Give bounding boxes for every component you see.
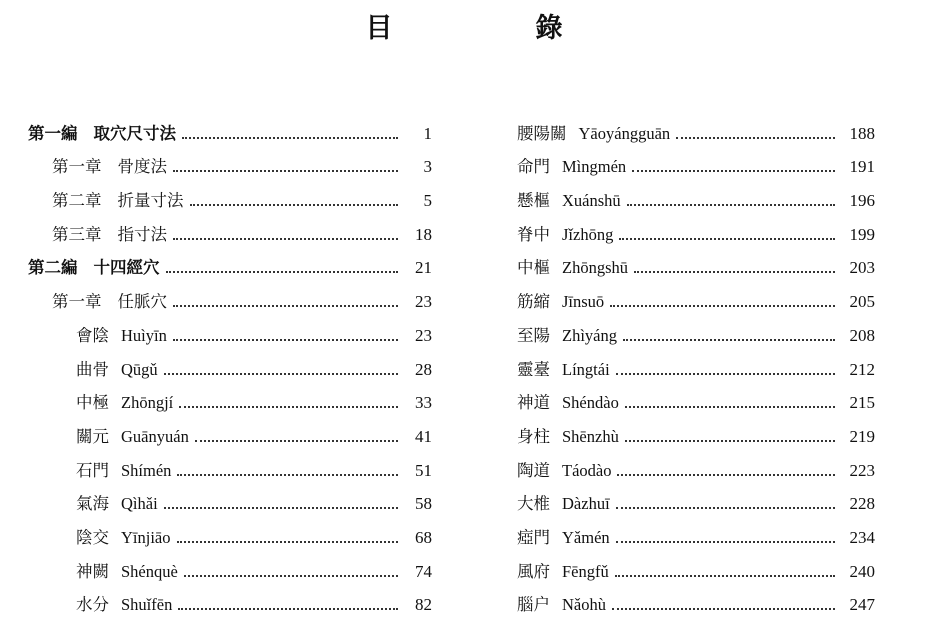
toc-entry-title: 折量寸法 — [117, 191, 184, 211]
dot-leader — [173, 237, 398, 240]
toc-entry-page: 5 — [423, 191, 432, 211]
toc-entry-title: 骨度法 — [117, 157, 167, 177]
toc-entry-title: 任脈穴 — [117, 292, 167, 312]
dot-leader — [179, 405, 398, 408]
toc-entry-number: 第三章 — [52, 224, 102, 244]
toc-entry-title: 腦户 — [517, 595, 550, 615]
toc-entry-page: 199 — [849, 224, 875, 244]
toc-entry-title: 大椎 — [517, 494, 550, 514]
dot-leader — [173, 338, 398, 341]
toc-entry-page: 219 — [849, 426, 875, 446]
dot-leader — [166, 270, 399, 273]
toc-entry — [517, 346, 875, 380]
toc-entry-page: 82 — [415, 595, 432, 615]
toc-entry — [28, 211, 432, 245]
toc-entry-pinyin: Mìngmén — [562, 157, 627, 177]
toc-entry-number: 第二編 — [28, 258, 78, 278]
toc-entry-title: 腰陽關 — [517, 123, 567, 143]
toc-entry-pinyin: Jīnsuō — [562, 292, 605, 312]
toc-entry-pinyin: Qūgǔ — [121, 359, 158, 379]
toc-entry-page: 3 — [423, 157, 432, 177]
toc-entry-title: 脊中 — [517, 224, 550, 244]
dot-leader — [617, 473, 835, 476]
dot-leader — [177, 473, 398, 476]
toc-entry-title: 石門 — [76, 460, 109, 480]
toc-entry-pinyin: Shénquè — [121, 561, 178, 581]
toc-entry-pinyin: Yǎmén — [562, 527, 610, 547]
toc-entry-title: 風府 — [517, 561, 550, 581]
toc-entry — [28, 110, 432, 144]
toc-entry — [517, 110, 875, 144]
toc-entry-page: 21 — [415, 258, 432, 278]
toc-entry-pinyin: Yīnjiāo — [121, 527, 171, 547]
toc-entry-pinyin: Yāoyángguān — [578, 123, 671, 143]
toc-entry-title: 取穴尺寸法 — [93, 123, 176, 143]
toc-entry-pinyin: Huìyīn — [121, 325, 167, 345]
toc-entry-title: 筋縮 — [517, 292, 550, 312]
toc-entry — [28, 413, 432, 447]
toc-entry-pinyin: Fēngfǔ — [562, 561, 609, 581]
dot-leader — [616, 506, 835, 509]
toc-entry-page: 240 — [849, 561, 875, 581]
toc-entry — [28, 447, 432, 481]
toc-entry-title: 陰交 — [76, 527, 109, 547]
toc-entry-page: 228 — [849, 494, 875, 514]
toc-entry-pinyin: Qìhǎi — [121, 494, 158, 514]
toc-entry-page: 223 — [849, 460, 875, 480]
toc-entry-title: 中樞 — [517, 258, 550, 278]
toc-entry — [517, 211, 875, 245]
toc-entry-page: 28 — [415, 359, 432, 379]
page-title: 目 錄 — [365, 13, 621, 44]
toc-entry-pinyin: Shéndào — [562, 393, 619, 413]
toc-entry-title: 十四經穴 — [93, 258, 160, 278]
toc-entry-page: 247 — [849, 595, 875, 615]
toc-entry-page: 234 — [849, 527, 875, 547]
dot-leader — [612, 607, 835, 610]
toc-entry-title: 中極 — [76, 393, 109, 413]
toc-entry-pinyin: Shēnzhù — [562, 426, 619, 446]
toc-entry-title: 神闕 — [76, 561, 109, 581]
toc-entry-number: 第二章 — [52, 191, 102, 211]
toc-entry-page: 1 — [423, 123, 432, 143]
toc-entry — [28, 278, 432, 312]
toc-entry-pinyin: Jǐzhōng — [562, 224, 614, 244]
dot-leader — [619, 237, 835, 240]
toc-entry-title: 指寸法 — [117, 224, 167, 244]
toc-entry-pinyin: Língtái — [562, 359, 610, 379]
dot-leader — [615, 574, 835, 577]
toc-entry-title: 氣海 — [76, 494, 109, 514]
dot-leader — [195, 439, 398, 442]
toc-entry-page: 196 — [849, 191, 875, 211]
toc-entry-page: 18 — [415, 224, 432, 244]
toc-entry — [517, 312, 875, 346]
dot-leader — [164, 372, 398, 375]
toc-entry-number: 第一章 — [52, 292, 102, 312]
toc-entry-page: 74 — [415, 561, 432, 581]
dot-leader — [184, 574, 398, 577]
toc-entry-pinyin: Zhìyáng — [562, 325, 617, 345]
toc-entry — [517, 548, 875, 582]
toc-entry-title: 神道 — [517, 393, 550, 413]
toc-entry-title: 靈臺 — [517, 359, 550, 379]
dot-leader — [178, 607, 398, 610]
toc-entry-title: 曲骨 — [76, 359, 109, 379]
toc-entry-title: 瘂門 — [517, 527, 550, 547]
toc-entry-page: 51 — [415, 460, 432, 480]
toc-entry — [517, 413, 875, 447]
toc-entry — [517, 582, 875, 616]
dot-leader — [625, 405, 835, 408]
toc-entry-title: 陶道 — [517, 460, 550, 480]
dot-leader — [177, 540, 399, 543]
toc-entry-page: 215 — [849, 393, 875, 413]
toc-entry-page: 23 — [415, 325, 432, 345]
dot-leader — [634, 270, 835, 273]
toc-column-right — [517, 110, 875, 615]
toc-entry-pinyin: Nǎohù — [562, 595, 606, 615]
toc-entry-pinyin: Zhōngjí — [121, 393, 174, 413]
toc-entry-title: 水分 — [76, 595, 109, 615]
toc-entry-pinyin: Shuǐfēn — [121, 595, 173, 615]
toc-entry-page: 203 — [849, 258, 875, 278]
dot-leader — [632, 169, 835, 172]
toc-entry — [28, 548, 432, 582]
toc-entry-title: 至陽 — [517, 325, 550, 345]
toc-entry — [28, 346, 432, 380]
dot-leader — [173, 169, 398, 172]
toc-entry-pinyin: Dàzhuī — [562, 494, 610, 514]
toc-entry — [28, 245, 432, 279]
toc-entry-title: 會陰 — [76, 325, 109, 345]
toc-entry-page: 212 — [849, 359, 875, 379]
toc-entry — [517, 514, 875, 548]
toc-entry — [517, 177, 875, 211]
toc-entry — [517, 481, 875, 515]
toc-entry-page: 205 — [849, 292, 875, 312]
toc-entry — [28, 312, 432, 346]
toc-entry — [28, 481, 432, 515]
toc-entry — [28, 514, 432, 548]
dot-leader — [610, 304, 835, 307]
dot-leader — [676, 136, 835, 139]
toc-entry-pinyin: Xuánshū — [562, 191, 621, 211]
toc-entry-page: 33 — [415, 393, 432, 413]
dot-leader — [616, 540, 835, 543]
toc-entry-number: 第一章 — [52, 157, 102, 177]
dot-leader — [190, 203, 399, 206]
toc-entry — [28, 177, 432, 211]
toc-entry — [517, 380, 875, 414]
toc-entry — [517, 447, 875, 481]
toc-entry-page: 58 — [415, 494, 432, 514]
toc-entry-pinyin: Shímén — [121, 460, 172, 480]
toc-entry-pinyin: Táodào — [562, 460, 612, 480]
toc-entry-page: 23 — [415, 292, 432, 312]
toc-entry-title: 身柱 — [517, 426, 550, 446]
toc-entry-title: 命門 — [517, 157, 550, 177]
dot-leader — [182, 136, 398, 139]
toc-column-left — [28, 110, 432, 615]
toc-entry — [517, 144, 875, 178]
dot-leader — [623, 338, 835, 341]
dot-leader — [616, 372, 835, 375]
dot-leader — [627, 203, 835, 206]
toc-entry — [517, 245, 875, 279]
toc-entry-title: 關元 — [76, 426, 109, 446]
toc-entry-page: 191 — [849, 157, 875, 177]
toc-entry-page: 208 — [849, 325, 875, 345]
toc-entry — [28, 144, 432, 178]
toc-entry-page: 188 — [849, 123, 875, 143]
dot-leader — [625, 439, 835, 442]
toc-entry-number: 第一編 — [28, 123, 78, 143]
toc-entry-pinyin: Zhōngshū — [562, 258, 628, 278]
toc-entry-title: 懸樞 — [517, 191, 550, 211]
dot-leader — [164, 506, 398, 509]
toc-entry-page: 68 — [415, 527, 432, 547]
toc-entry-page: 41 — [415, 426, 432, 446]
toc-entry — [28, 582, 432, 616]
dot-leader — [173, 304, 398, 307]
toc-entry — [28, 380, 432, 414]
toc-entry — [517, 278, 875, 312]
toc-entry-pinyin: Guānyuán — [121, 426, 189, 446]
